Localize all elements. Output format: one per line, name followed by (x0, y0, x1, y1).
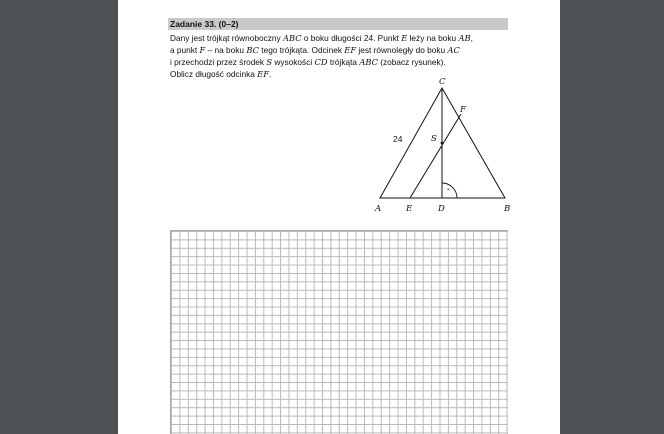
task-text-run: wysokości (272, 57, 315, 67)
task-text-run: . (269, 69, 272, 79)
task-text-run: Dany jest trójkąt równoboczny (170, 33, 283, 43)
task-text-run: i przechodzi przez środek (170, 57, 267, 67)
task-text-run: tego trójkąta. Odcinek (258, 45, 345, 55)
segment-ef (410, 114, 461, 198)
math-symbol: AB (458, 33, 471, 43)
task-text-run: jest równoległy do boku (356, 45, 448, 55)
math-symbol: BC (246, 45, 259, 55)
answer-grid[interactable] (170, 230, 508, 434)
task-text-run: Oblicz długość odcinka (170, 69, 258, 79)
label-b: B (504, 204, 511, 214)
label-s: S (431, 134, 437, 144)
task-text-run: o boku długości 24. Punkt (301, 33, 402, 43)
triangle-figure (118, 0, 560, 230)
label-a: A (375, 204, 382, 214)
math-symbol: F (199, 45, 206, 55)
side-length-label: 24 (393, 134, 403, 144)
math-symbol: ABC (282, 33, 302, 43)
task-text-run: , (470, 33, 473, 43)
task-text-run: trójkąta (327, 57, 360, 67)
math-symbol: AC (447, 45, 460, 55)
task-text-run: (zobacz rysunek). (377, 57, 446, 67)
document-page (118, 0, 560, 434)
label-e: E (406, 204, 413, 214)
math-symbol: S (266, 57, 273, 67)
label-d: D (438, 204, 445, 214)
task-text-run: leży na boku (407, 33, 459, 43)
label-c: C (439, 77, 446, 87)
task-header: Zadanie 33. (0–2) (168, 18, 508, 30)
math-symbol: EF (257, 69, 269, 79)
math-symbol: EF (344, 45, 357, 55)
math-symbol: CD (314, 57, 328, 67)
right-angle-dot: · (447, 184, 450, 194)
label-f: F (460, 105, 466, 115)
task-text-run: a punkt (170, 45, 200, 55)
point-s-dot (441, 142, 444, 145)
math-symbol: ABC (359, 57, 378, 67)
math-symbol: E (401, 33, 408, 43)
task-text-run: – na boku (205, 45, 247, 55)
